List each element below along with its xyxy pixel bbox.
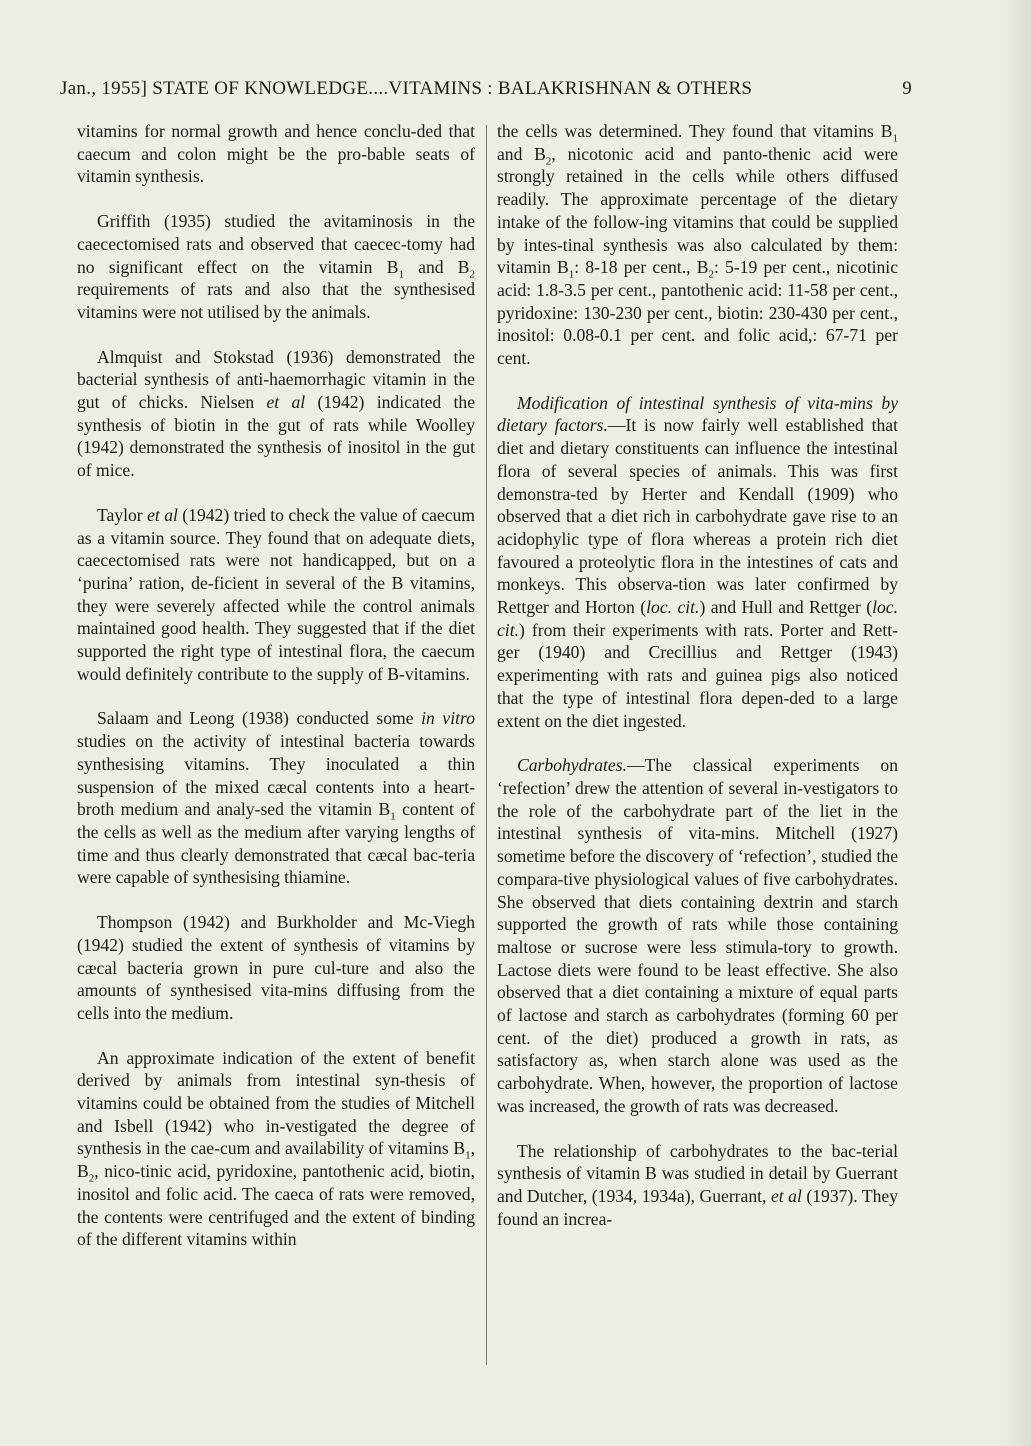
- running-header: [60, 72, 912, 108]
- subscript: 2: [545, 155, 552, 168]
- italic-text: Modification of intestinal synthesis of vita-mins by dietary factors.: [497, 392, 898, 436]
- italic-text: Carbohydrates.: [517, 755, 627, 776]
- italic-text: et al: [770, 1185, 802, 1206]
- right-column: [497, 120, 898, 1230]
- paragraph: Almquist and Stokstad (1936) demonstrated the bacterial synthesis of anti-haemorrhagic vitamin in the gut of chicks. Nielsen et al (1942) indicated the synthesis of biotin in the gut of rats while Woolley (1942) demonstrated the synthesis of inositol in the gut of mice.: [77, 346, 476, 481]
- paragraph: Thompson (1942) and Burkholder and Mc-Viegh (1942) studied the extent of synthesis of vitamins by cæcal bacteria grown in pure cul-ture and also the amounts of synthesised vita-mins diffusing from the cells into the medium.: [77, 912, 475, 1023]
- subscript: 2: [708, 268, 714, 281]
- column-divider: [486, 125, 487, 1365]
- paragraph: The relationship of carbohydrates to the bac-terial synthesis of vitamin B was studied in detail by Guerrant and Dutcher, (1934, 1934a), Guerrant, et al (1937). They found an increa-: [497, 1140, 899, 1229]
- subscript: 2: [469, 268, 476, 281]
- subscript: 1: [398, 268, 404, 281]
- subscript: 1: [465, 1149, 471, 1162]
- paragraph: An approximate indication of the extent of benefit derived by animals from intestinal syn-thesis of vitamins could be obtained from the studies of Mitchell and Isbell (1942) who in-vestigated the degree of synthesis in the cae-cum and availability of vitamins $B_1$, $B_2$, nico-tinic acid, pyridoxine, pantothenic acid, biotin, inositol and folic acid. The caeca of rats were removed, the contents were centrifuged and the extent of binding of the different vitamins within: [77, 1047, 475, 1250]
- italic-text: in vitro: [421, 708, 475, 729]
- paragraph: Modification of intestinal synthesis of vita-mins by dietary factors.—It is now fairly well established that diet and dietary constituents can influence the intestinal flora of several species of animals. This was first demonstra-ted by Herter and Kendall (1909) who observed that a diet rich in carbohydrate gave rise to an acidophylic type of flora whereas a protein rich diet favoured a proteolytic flora in the intestines of cats and monkeys. This observa-tion was later confirmed by Rettger and Horton (loc. cit.) and Hull and Rettger (loc. cit.) from their experiments with rats. Porter and Rett-ger (1940) and Crecillius and Rettger (1943) experimenting with rats and guinea pigs also noticed that the type of intestinal flora depen-ded to a large extent on the diet ingested.: [497, 392, 898, 731]
- subscript: 2: [88, 1172, 95, 1185]
- paragraph: Taylor et al (1942) tried to check the value of caecum as a vitamin source. They found that on adequate diets, caecectomised rats were not handicapped, but on a ‘purina’ ration, de-ficient in several of the B vitamins, they were severely affected while the control animals maintained good health. They suggested that if the diet supported the right type of intestinal flora, the caecum would definitely contribute to the supply of B-vitamins.: [77, 504, 475, 684]
- italic-text: loc. cit.: [497, 597, 898, 640]
- running-header-title: Jan., 1955] STATE OF KNOWLEDGE....VITAMINS : BALAKRISHNAN & OTHERS: [60, 78, 753, 99]
- paragraph: the cells was determined. They found that vitamins $B_1$ and $B_2$, nicotonic acid and panto-thenic acid were strongly retained in the cells while others diffused readily. The approximate percentage of the dietary intake of the follow-ing vitamins that could be supplied by intes-tinal synthesis was also calculated by them: vitamin $B_1$: 8-18 per cent., $B_2$: 5-19 per cent., nicotinic acid: 1.8-3.5 per cent., pantothenic acid: 11-58 per cent., pyridoxine: 130-230 per cent., biotin: 230-430 per cent., inositol: 0.08-0.1 per cent. and folic acid,: 67-71 per cent.: [497, 121, 899, 369]
- page-edge-shadow: [1001, 0, 1031, 1446]
- italic-text: loc. cit.: [646, 597, 700, 618]
- paragraph: Carbohydrates.—The classical experiments on ‘refection’ drew the attention of several in-vestigators to the role of the carbohydrate part of the liet in the intestinal synthesis of vita-mins. Mitchell (1927) sometime before the discovery of ‘refection’, studied the compara-tive physiological values of five carbohydrates. She observed that diets containing dextrin and starch supported the growth of rats while those containing maltose or sucrose were less stimula-tory to growth. Lactose diets were found to be least effective. She also observed that a diet containing a mixture of equal parts of lactose and starch as carbohydrates (forming 60 per cent. of the diet) produced a growth in rats, as satisfactory as, when starch alone was used as the carbohydrate. When, however, the proportion of lactose was increased, the growth of rats was decreased.: [497, 755, 898, 1116]
- italic-text: et al: [147, 504, 178, 525]
- subscript: 1: [390, 810, 396, 823]
- page-number: 9: [902, 78, 912, 99]
- paragraph: vitamins for normal growth and hence conclu-ded that caecum and colon might be the pro-bable seats of vitamin synthesis.: [77, 121, 475, 187]
- italic-text: et al: [266, 392, 306, 413]
- subscript: 1: [568, 268, 575, 281]
- subscript: 1: [892, 132, 898, 145]
- left-column: [77, 120, 475, 1251]
- paragraph: Salaam and Leong (1938) conducted some in vitro studies on the activity of intestinal bacteria towards synthesising vitamins. They inoculated a thin suspension of the mixed cæcal contents into a heart-broth medium and analy-sed the vitamin $B_1$ content of the cells as well as the medium after varying lengths of time and thus clearly demonstrated that cæcal bac-teria were capable of synthesising thiamine.: [77, 708, 475, 888]
- paragraph: Griffith (1935) studied the avitaminosis in the caecectomised rats and observed that caecec-tomy had no significant effect on the vitamin $B_1$ and $B_2$ requirements of rats and also that the synthesised vitamins were not utilised by the animals.: [77, 211, 476, 322]
